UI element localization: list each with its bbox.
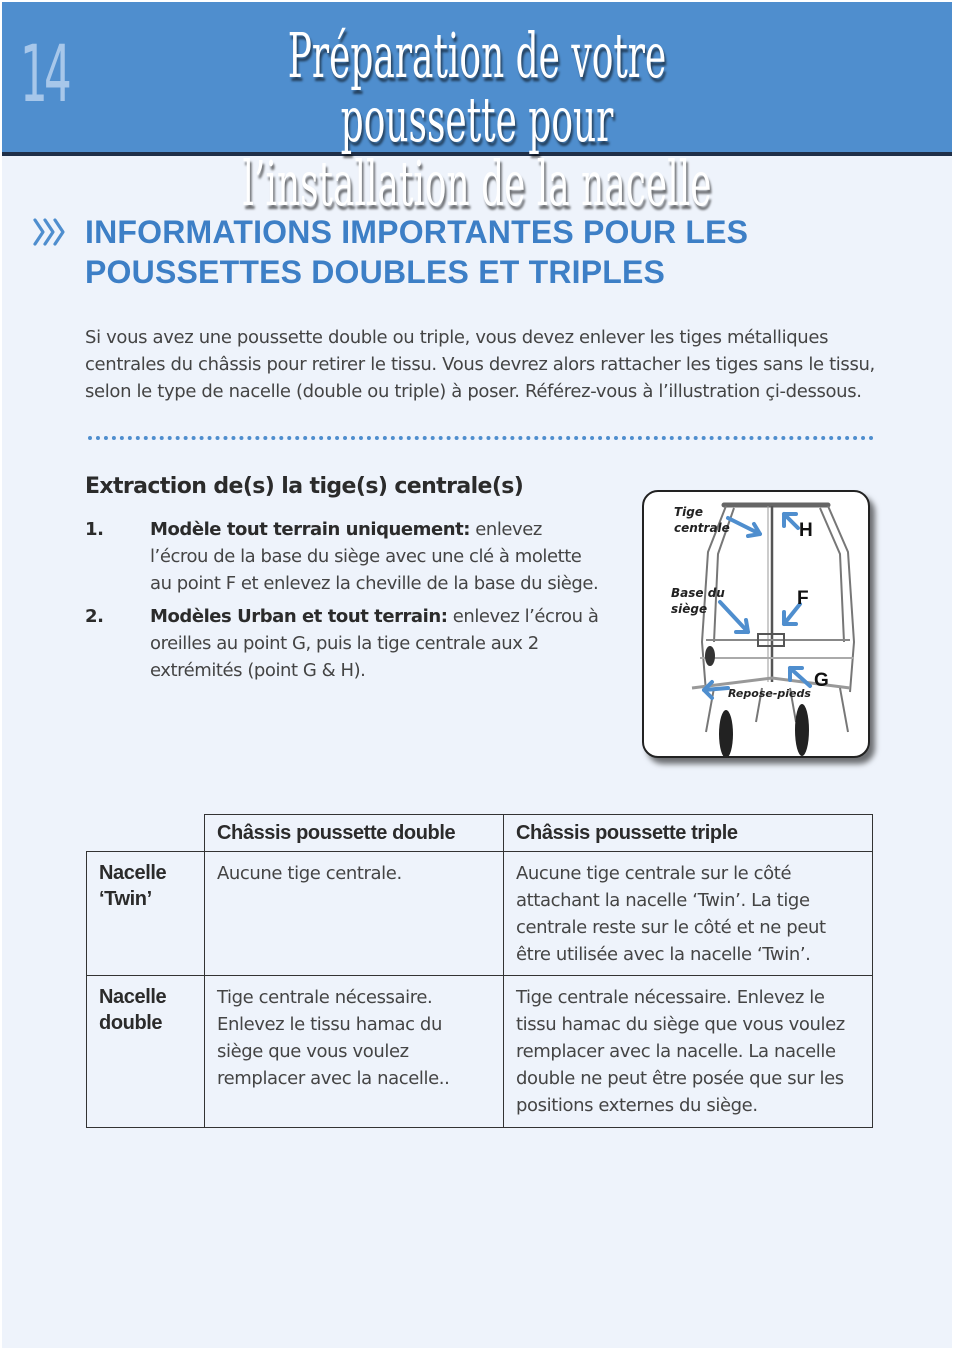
table-row <box>87 852 873 976</box>
step-2 <box>85 603 605 684</box>
section-heading: INFORMATIONS IMPORTANTES POUR LES POUSSETTES DOUBLES ET TRIPLES <box>85 214 749 290</box>
page-number: 14 <box>20 30 68 120</box>
extraction-heading: Extraction de(s) la tige(s) centrale(s) <box>85 474 524 499</box>
section-chevrons-icon <box>32 212 68 252</box>
cell-double-double: Tige centrale nécessaire. Enlevez le tissu hamac du siège que vous voulez remplacer avec la nacelle.. <box>205 976 504 1128</box>
table-row <box>87 976 873 1128</box>
step-number: 2. <box>85 606 104 627</box>
row-header-twin: Nacelle ‘Twin’ <box>87 852 205 976</box>
cell-double-triple: Tige centrale nécessaire. Enlevez le tissu hamac du siège que vous voulez remplacer avec la nacelle. La nacelle double ne peut être posée que sur les positions externes du siège. <box>504 976 873 1128</box>
page-title-line-2: l’installation de la nacelle <box>242 147 712 220</box>
arrow-g-icon <box>790 668 810 686</box>
dotted-divider <box>88 436 874 440</box>
table-header-row <box>87 815 873 852</box>
page-title-line-1: Préparation de votre poussette pour <box>287 19 667 156</box>
step-text: enlevez l’écrou de la base du siège avec une clé à molette au point F et enlevez la cheville de la base du siège. <box>150 519 599 594</box>
cell-twin-triple: Aucune tige centrale sur le côté attachant la nacelle ‘Twin’. La tige centrale reste sur le côté et ne peut être utilisée avec la nacelle ‘Twin’. <box>504 852 873 976</box>
point-f-label: F <box>797 588 809 609</box>
table-corner-cell <box>87 815 205 852</box>
column-header-triple: Châssis poussette triple <box>504 815 873 852</box>
wheel-icon <box>705 646 715 666</box>
label-seat-base <box>671 585 725 617</box>
label-seat-base-line-2: siège <box>671 602 708 616</box>
step-1 <box>85 516 605 597</box>
label-footrest: Repose-pieds <box>728 687 811 700</box>
wheel-icon <box>719 710 733 758</box>
step-text: enlevez l’écrou à oreilles au point G, puis la tige centrale aux 2 extrémités (point G & H). <box>150 606 599 681</box>
nacelle-compatibility-table <box>86 814 873 1128</box>
page-title <box>2 19 952 220</box>
wheel-icon <box>795 704 809 756</box>
point-h-label: H <box>799 520 813 541</box>
intro-paragraph: Si vous avez une poussette double ou triple, vous devez enlever les tiges métalliques centrales du châssis pour retirer le tissu. Vous devrez alors rattacher les tiges sans le tissu, selon le type de nacelle (double ou triple) à poser. Référez-vous à l’illustration çi-dessous. <box>85 327 875 402</box>
point-g-label: G <box>814 670 829 691</box>
label-seat-base-line-1: Base du <box>671 586 725 600</box>
row-header-double: Nacelle double <box>87 976 205 1128</box>
arrow-h-icon <box>784 514 798 528</box>
manual-page <box>2 2 952 1348</box>
cell-twin-double: Aucune tige centrale. <box>205 852 504 976</box>
label-central-rod-line-2: centrale <box>674 521 730 535</box>
column-header-double: Châssis poussette double <box>205 815 504 852</box>
label-central-rod <box>674 504 730 536</box>
extraction-steps <box>85 516 605 690</box>
label-central-rod-line-1: Tige <box>674 505 704 519</box>
page-header <box>2 2 952 220</box>
step-lead: Modèles Urban et tout terrain: <box>150 606 448 627</box>
step-lead: Modèle tout terrain uniquement: <box>150 519 470 540</box>
stroller-frame-illustration <box>642 490 870 758</box>
arrow-rod-icon <box>728 518 760 536</box>
step-number: 1. <box>85 519 104 540</box>
